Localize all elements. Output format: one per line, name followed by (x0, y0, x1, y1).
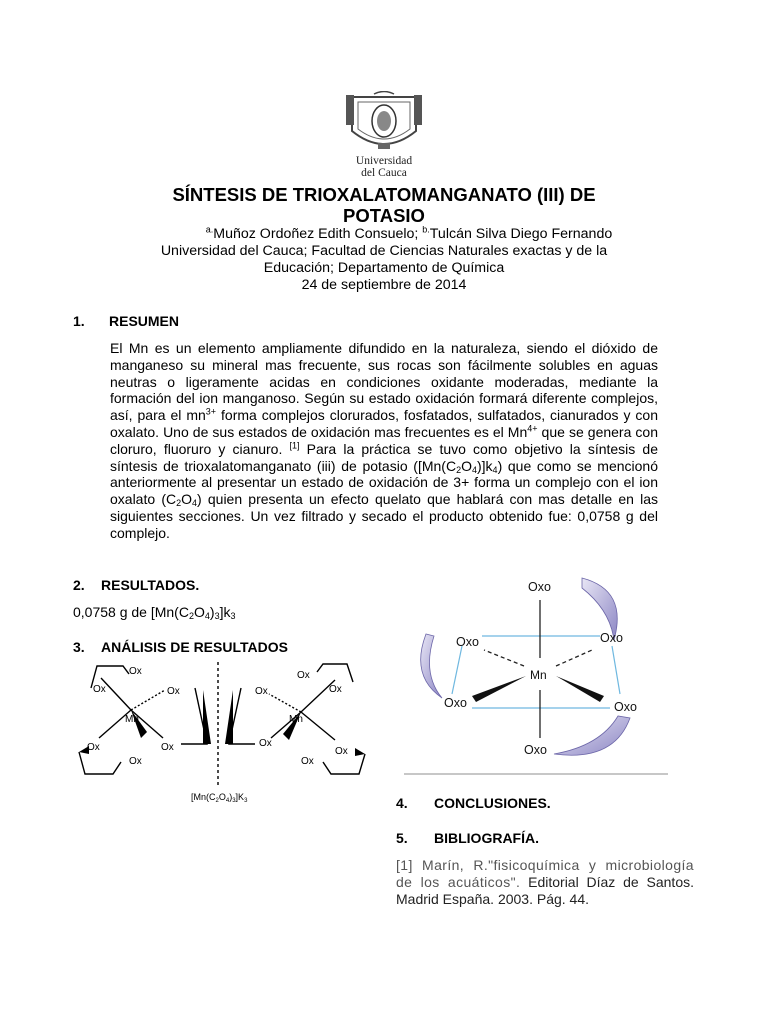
section-title: RESULTADOS. (101, 577, 200, 593)
formula-caption: $[Mn(C_2O_4)_3]K_3$ (191, 792, 248, 804)
section-number: 4. (396, 795, 408, 811)
section-number: 1. (73, 313, 85, 329)
result-text: O (193, 604, 205, 620)
section-title: BIBLIOGRAFÍA. (434, 830, 539, 846)
oxo-label: Oxo (524, 743, 547, 757)
ox-label: Ox (297, 670, 310, 681)
citation-ref: [1] (289, 440, 300, 451)
subscript: 2 (188, 611, 194, 621)
subscript: 2 (456, 464, 462, 475)
ox-label: Ox (335, 746, 348, 757)
abstract-text: O (461, 457, 472, 474)
ox-label: Ox (301, 756, 314, 767)
section-title: ANÁLISIS DE RESULTADOS (101, 639, 288, 655)
oxo-label: Oxo (614, 700, 637, 714)
mn-center-label: Mn (530, 668, 547, 682)
ox-label: Ox (87, 742, 100, 753)
abstract-text: que se genera con cloruro, fluoruro y cianuro. (110, 423, 658, 457)
superscript: 3+ (205, 406, 217, 417)
ox-label: Ox (161, 742, 174, 753)
university-seal-icon (344, 91, 424, 153)
oxo-label: Oxo (528, 580, 551, 594)
author-b-prefix: b. (422, 224, 430, 235)
superscript: 4+ (527, 423, 538, 434)
affiliation-line-1: Universidad del Cauca; Facultad de Ciencias Naturales exactas y de la (160, 243, 608, 259)
ox-label: Ox (167, 686, 180, 697)
reference-publisher: Editorial Díaz de Santos. Madrid España. 2003. Pág. 44. (396, 874, 694, 907)
ox-label: Ox (259, 738, 272, 749)
section-title: RESUMEN (109, 313, 180, 329)
section-title: CONCLUSIONES. (434, 795, 551, 811)
title-line-2: POTASIO (343, 205, 425, 226)
oxo-label: Oxo (444, 696, 467, 710)
author-line (100, 226, 668, 243)
section-heading-conclusiones (396, 795, 551, 811)
ox-label: Ox (129, 666, 142, 677)
result-text: ]k (219, 604, 231, 620)
author-a-prefix: a. (205, 224, 214, 235)
logo-line-2: del Cauca (361, 167, 407, 179)
reference-text: [1] Marín, R."fisicoquímica y microbiología de los acuáticos". (396, 857, 694, 890)
subscript: 4 (204, 611, 210, 621)
author-b-name: Tulcán Silva Diego Fernando (429, 226, 613, 242)
section-heading-bibliografia (396, 830, 539, 846)
subscript: 3 (230, 611, 236, 621)
ox-label: Ox (255, 686, 268, 697)
result-value (73, 604, 235, 620)
abstract-paragraph (110, 340, 658, 542)
abstract-text: Para la práctica se tuvo como objetivo la síntesis de síntesis de trioxalatomanganato (iii) de potasio ([Mn(C (110, 440, 658, 474)
result-text: ) (209, 604, 215, 620)
paper-date: 24 de septiembre de 2014 (301, 277, 467, 293)
section-heading-analisis (73, 639, 288, 655)
ox-label: Ox (329, 684, 342, 695)
section-number: 3. (73, 639, 85, 655)
subscript: 4 (471, 464, 477, 475)
logo-wordmark (334, 155, 434, 179)
author-a-name: Muñoz Ordoñez Edith Consuelo; (213, 226, 419, 242)
section-number: 2. (73, 577, 85, 593)
mn-label: Mn (125, 714, 139, 725)
subscript: 4 (492, 464, 498, 475)
enantiomer-structure-figure (73, 660, 373, 810)
abstract-text: O (181, 491, 193, 508)
affiliation-line-2: Educación; Departamento de Química (263, 260, 505, 276)
mn-oxalate-enantiomers-diagram (73, 660, 373, 810)
logo-line-1: Universidad (355, 155, 413, 167)
paper-title (100, 184, 668, 226)
abstract-text: El Mn es un elemento ampliamente difundido en la naturaleza, siendo el dióxido de manganeso su mineral mas frecuente, sus rocas son fácilmente solubles en aguas neutras o ligeramente acidas en condiciones oxidante moderadas, mediante la formación del ion manganoso. Según su estado oxidación formará diferente complejos, así, para el mn (110, 340, 658, 424)
mn-oxo-octahedron-diagram (404, 566, 668, 778)
mn-label: Mn (289, 714, 303, 725)
abstract-text: ) que como se mencionó anteriormente al presentar un estado de oxidación de 3+ forma un complejo con el ion oxalato (C (110, 457, 658, 508)
bibliography-entry (396, 857, 694, 908)
title-line-1: SÍNTESIS DE TRIOXALATOMANGANATO (III) DE (172, 184, 596, 205)
section-number: 5. (396, 830, 408, 846)
result-text: 0,0758 g de [Mn(C (73, 604, 189, 620)
abstract-text: )]k (476, 457, 493, 474)
subscript: 2 (176, 498, 182, 509)
octahedral-complex-figure (404, 566, 668, 778)
abstract-text: forma complejos clorurados, fosfatados, sulfatados, cianurados y con oxalato. Uno de sus estados de oxidación mas frecuentes es el Mn (110, 407, 658, 440)
subscript: 4 (192, 498, 198, 509)
oxo-label: Oxo (456, 635, 479, 649)
section-heading-resumen (73, 313, 179, 329)
oxo-label: Oxo (600, 631, 623, 645)
subscript: 3 (214, 611, 220, 621)
ox-label: Ox (129, 756, 142, 767)
authors-block (100, 226, 668, 294)
ox-label: Ox (93, 684, 106, 695)
abstract-text: ) quien presenta un efecto quelato que hablará con mas detalle en las siguientes secciones. Un vez filtrado y secado el producto obtenido fue: 0,0758 g del complejo. (110, 491, 658, 541)
section-heading-resultados (73, 577, 199, 593)
